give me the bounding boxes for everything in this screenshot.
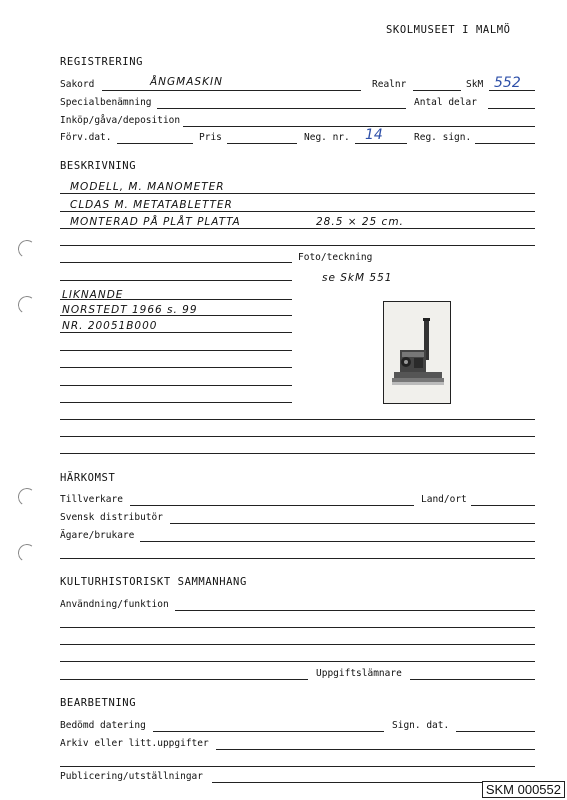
- object-photo: [383, 301, 451, 404]
- tillverkare-label: Tillverkare: [60, 494, 123, 505]
- antal-delar-line: [488, 108, 535, 109]
- neg-nr-label: Neg. nr.: [304, 132, 350, 143]
- bearbetning-rule: [60, 766, 535, 767]
- bedomd-datering-label: Bedömd datering: [60, 720, 146, 731]
- harkomst-heading: HÄRKOMST: [60, 472, 116, 484]
- sign-dat-label: Sign. dat.: [392, 720, 450, 731]
- reg-sign-label: Reg. sign.: [414, 132, 472, 143]
- skm-value: 552: [494, 75, 521, 91]
- kulturhistoriskt-heading: KULTURHISTORISKT SAMMANHANG: [60, 576, 247, 588]
- reg-sign-line: [475, 143, 535, 144]
- bedomd-datering-line: [153, 731, 384, 732]
- svensk-distributor-label: Svensk distributör: [60, 512, 163, 523]
- beskrivning-rule-6: [60, 436, 535, 437]
- left-rule-6: [60, 367, 292, 368]
- inkop-label: Inköp/gåva/deposition: [60, 115, 181, 126]
- foto-label: Foto/teckning: [298, 252, 373, 263]
- neg-nr-value: 14: [365, 127, 383, 143]
- left-rule-4: [60, 332, 292, 333]
- left-rule-2: [60, 299, 292, 300]
- publicering-label: Publicering/utställningar: [60, 771, 203, 782]
- catalog-id: SKM 000552: [482, 781, 565, 798]
- agare-line: [140, 541, 535, 542]
- specialbenamning-line: [157, 108, 406, 109]
- beskrivning-rule-7: [60, 453, 535, 454]
- sakord-line: [102, 90, 361, 91]
- realnr-line: [413, 90, 461, 91]
- kultur-rule-3: [60, 661, 535, 662]
- beskrivning-line-4: 28.5 × 25 cm.: [316, 216, 404, 228]
- svensk-distributor-line: [170, 523, 535, 524]
- steam-engine-image: [384, 302, 450, 403]
- forv-dat-line: [117, 143, 193, 144]
- tillverkare-line: [130, 505, 414, 506]
- left-rule-3: [60, 315, 292, 316]
- neg-nr-line: [355, 143, 407, 144]
- sakord-label: Sakord: [60, 79, 95, 90]
- kultur-rule-1: [60, 627, 535, 628]
- binder-hole-1: [17, 239, 38, 260]
- left-line-1: LIKNANDE: [62, 289, 124, 301]
- beskrivning-line-2: CLDAS M. METATABLETTER: [70, 199, 233, 211]
- binder-hole-3: [17, 487, 38, 508]
- uppgiftslamnare-line: [410, 679, 535, 680]
- registrering-heading: REGISTRERING: [60, 56, 144, 68]
- left-rule-1: [60, 280, 292, 281]
- agare-label: Ägare/brukare: [60, 530, 135, 541]
- left-line-3: NR. 20051B000: [62, 320, 158, 332]
- harkomst-rule: [60, 558, 535, 559]
- land-ort-label: Land/ort: [421, 494, 467, 505]
- foto-left-line: [60, 262, 292, 263]
- beskrivning-heading: BESKRIVNING: [60, 160, 137, 172]
- uppgiftslamnare-label: Uppgiftslämnare: [316, 668, 402, 679]
- specialbenamning-label: Specialbenämning: [60, 97, 152, 108]
- beskrivning-line-3: MONTERAD PÅ PLÅT PLATTA: [70, 216, 241, 228]
- pris-label: Pris: [199, 132, 222, 143]
- museum-name: SKOLMUSEET I MALMÖ: [386, 24, 511, 36]
- forv-dat-label: Förv.dat.: [60, 132, 112, 143]
- beskrivning-rule-3: [60, 228, 535, 229]
- left-rule-5: [60, 350, 292, 351]
- anvandning-label: Användning/funktion: [60, 599, 169, 610]
- binder-hole-2: [17, 295, 38, 316]
- arkiv-label: Arkiv eller litt.uppgifter: [60, 738, 209, 749]
- beskrivning-rule-2: [60, 211, 535, 212]
- land-ort-line: [471, 505, 535, 506]
- inkop-line: [183, 126, 535, 127]
- sign-dat-line: [456, 731, 535, 732]
- arkiv-line: [216, 749, 535, 750]
- sakord-value: ÅNGMASKIN: [150, 76, 223, 88]
- foto-ref: se SkM 551: [322, 272, 393, 284]
- beskrivning-rule-4: [60, 245, 535, 246]
- bearbetning-heading: BEARBETNING: [60, 697, 137, 709]
- uppgift-left-line: [60, 679, 308, 680]
- kultur-rule-2: [60, 644, 535, 645]
- beskrivning-rule-5: [60, 419, 535, 420]
- binder-hole-4: [17, 543, 38, 564]
- beskrivning-line-1: MODELL, M. MANOMETER: [70, 181, 225, 193]
- beskrivning-rule-1: [60, 193, 535, 194]
- left-rule-8: [60, 402, 292, 403]
- skm-label: SkM: [466, 79, 484, 90]
- realnr-label: Realnr: [372, 79, 407, 90]
- antal-delar-label: Antal delar: [414, 97, 477, 108]
- left-rule-7: [60, 385, 292, 386]
- anvandning-line: [175, 610, 535, 611]
- left-line-2: NORSTEDT 1966 s. 99: [62, 304, 198, 316]
- pris-line: [227, 143, 297, 144]
